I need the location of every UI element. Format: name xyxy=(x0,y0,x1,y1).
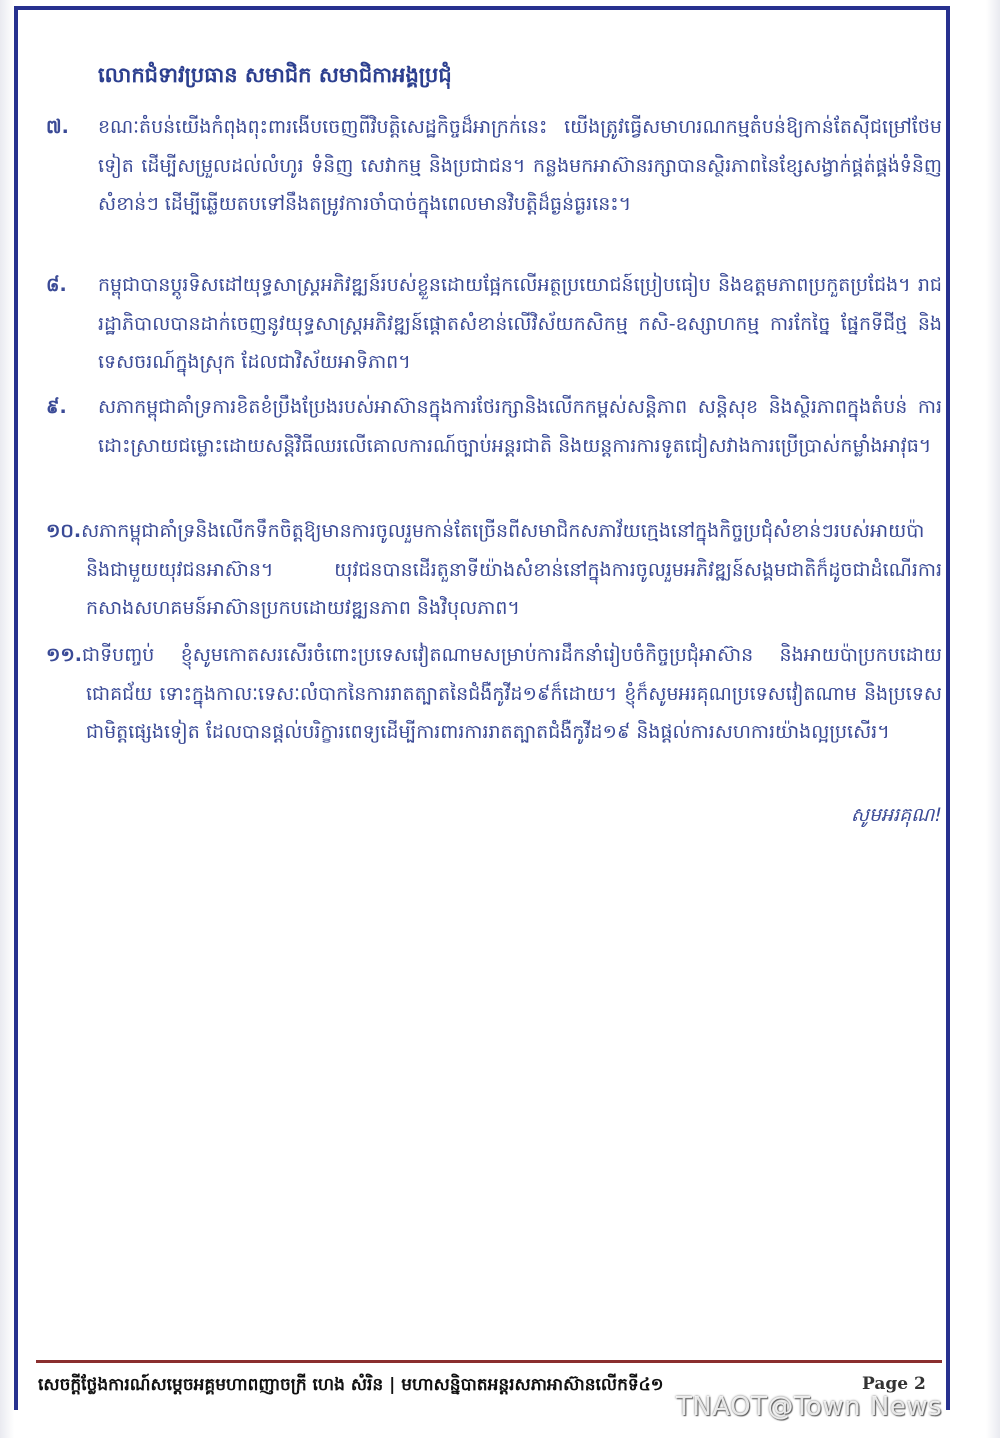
salutation-heading: លោកជំទាវប្រធាន សមាជិក សមាជិកាអង្គប្រជុំ xyxy=(98,63,452,87)
closing-thanks: សូមអរគុណ! xyxy=(850,804,942,826)
paragraph-number: ៨. xyxy=(46,274,67,296)
watermark: TNAOT@Town News xyxy=(676,1392,943,1422)
paragraph-number: ១១. xyxy=(46,644,82,666)
paragraph-text: ជាទីបញ្ចប់ ខ្ញុំសូមកោតសរសើរចំពោះប្រទេសវៀតណាមសម្រាប់ការដឹកនាំរៀបចំកិច្ចប្រជុំអាស៊ាន និងអាយប៉ាប្រកបដោយជោគជ័យ ទោះក្នុងកាលៈទេសៈលំបាកនៃការរាតត្បាតនៃជំងឺកូវីដ១៩ក៏ដោយ។ ខ្ញុំក៏សូមអរគុណប្រទេសវៀតណាម និងប្រទេសជាមិត្តផ្សេងទៀត ដែលបានផ្តល់បរិក្ខារពេទ្យដើម្បីការពារការរាតត្បាតជំងឺកូវីដ១៩ និងផ្តល់ការសហការយ៉ាងល្អប្រសើរ។ xyxy=(81,644,942,743)
paragraph-9 xyxy=(46,388,942,465)
paragraph-number: ១០. xyxy=(46,520,82,542)
paragraph-number: ៩. xyxy=(46,396,67,418)
paragraph-7 xyxy=(46,108,942,224)
paragraph-text: ខណៈតំបន់យើងកំពុងពុះពារងើបចេញពីវិបត្តិសេដ្ឋកិច្ចដ៏អាក្រក់នេះ យើងត្រូវធ្វើសមាហរណកម្មតំបន់ឱ្យកាន់តែស៊ីជម្រៅថែមទៀត ដើម្បីសម្រួលដល់លំហូរ ទំនិញ សេវាកម្ម និងប្រជាជន។ កន្លងមកអាស៊ានរក្សាបានស្ថិរភាពនៃខ្សែសង្វាក់ផ្គត់ផ្គង់ទំនិញសំខាន់ៗ ដើម្បីឆ្លើយតបទៅនឹងតម្រូវការចាំបាច់ក្នុងពេលមានវិបត្តិដ៏ធ្ងន់ធ្ងរនេះ។ xyxy=(98,116,942,215)
paragraph-11 xyxy=(46,636,942,752)
paragraph-8 xyxy=(46,266,942,382)
footer-divider xyxy=(36,1360,942,1363)
paragraph-number: ៧. xyxy=(46,116,69,138)
paragraph-text: សភាកម្ពុជាគាំទ្រនិងលើកទឹកចិត្តឱ្យមានការចូលរួមកាន់តែច្រើនពីសមាជិកសភាវ័យក្មេងនៅក្នុងកិច្ចប្រជុំសំខាន់ៗរបស់អាយប៉ា និងជាមួយយុវជនអាស៊ាន។ យុវជនបានដើរតួនាទីយ៉ាងសំខាន់នៅក្នុងការចូលរួមអភិវឌ្ឍន៍សង្គមជាតិក៏ដូចជាដំណើរការកសាងសហគមន៍អាស៊ានប្រកបដោយវឌ្ឍនភាព និងវិបុលភាព។ xyxy=(81,520,942,619)
footer-title: សេចក្តីថ្លែងការណ៍សម្តេចអគ្គមហាពញាចក្រី ហេង សំរិន | មហាសន្និបាតអន្តរសភាអាស៊ានលើកទី៤១ xyxy=(38,1375,664,1395)
paragraph-text: កម្ពុជាបានប្តូរទិសដៅយុទ្ធសាស្ត្រអភិវឌ្ឍន៍របស់ខ្លួនដោយផ្អែកលើអត្ថប្រយោជន៍ប្រៀបធៀប និងឧត្តមភាពប្រកួតប្រជែង។ រាជរដ្ឋាភិបាលបានដាក់ចេញនូវយុទ្ធសាស្ត្រអភិវឌ្ឍន៍ផ្តោតសំខាន់លើវិស័យកសិកម្ម កសិ-ឧស្សាហកម្ម ការកែច្នៃ ផ្នែកទីជីថ្ម និងទេសចរណ៍ក្នុងស្រុក ដែលជាវិស័យអាទិភាព។ xyxy=(98,274,942,373)
paragraph-10 xyxy=(46,512,942,628)
paragraph-text: សភាកម្ពុជាគាំទ្រការខិតខំប្រឹងប្រែងរបស់អាស៊ានក្នុងការថែរក្សានិងលើកកម្ពស់សន្តិភាព សន្តិសុខ និងស្ថិរភាពក្នុងតំបន់ ការដោះស្រាយជម្លោះដោយសន្តិវិធីឈរលើគោលការណ៍ច្បាប់អន្តរជាតិ និងយន្តការការទូតជៀសវាងការប្រើប្រាស់កម្លាំងអាវុធ។ xyxy=(98,396,942,457)
page-number: Page 2 xyxy=(862,1374,926,1394)
